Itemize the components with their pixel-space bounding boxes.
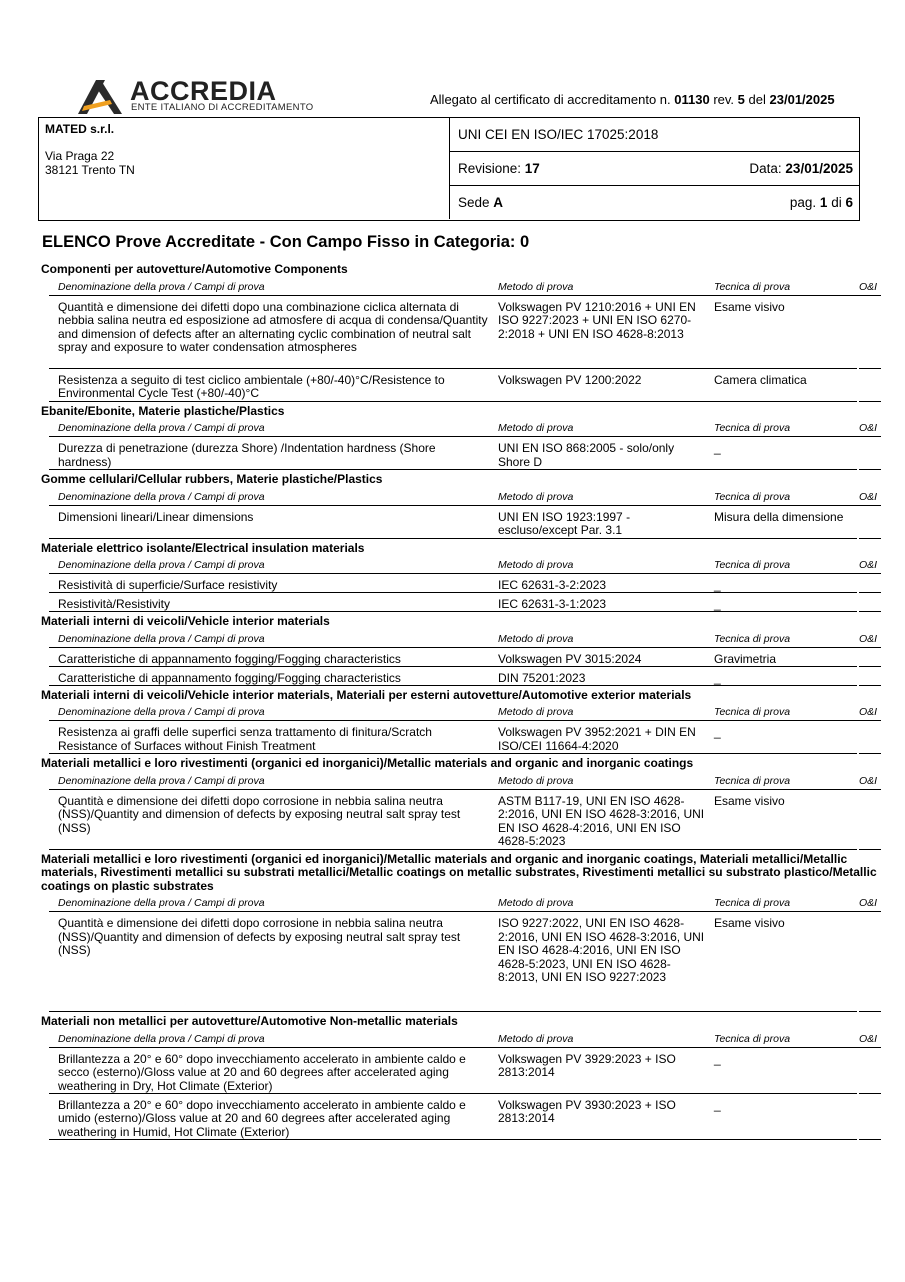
category-heading: Ebanite/Ebonite, Materie plastiche/Plastics [41,403,285,418]
test-technique: Gravimetria [714,651,777,666]
table-row [49,437,881,470]
column-header-name: Denominazione della prova / Campi di prova [58,280,265,293]
column-header-oi: O&I [859,897,878,909]
cert-number: 01130 [674,92,710,107]
date-value: 23/01/2025 [785,161,853,176]
column-header-row [49,279,881,296]
page-current: 1 [819,195,828,210]
test-name: Resistività/Resistivity [58,597,171,611]
test-method: DIN 75201:2023 [498,670,586,685]
column-header-name: Denominazione della prova / Campi di prova [58,632,265,645]
test-technique: _ [714,1097,721,1112]
test-method: Volkswagen PV 1210:2016 + UNI EN ISO 9227:2023 + UNI EN ISO 6270-2:2018 + UNI EN ISO 4628-8:2013 [498,299,696,341]
test-name: Dimensioni lineari/Linear dimensions [58,509,254,524]
column-header-row [49,489,881,506]
test-name: Resistività di superficie/Surface resistivity [58,578,278,592]
category-heading: Materiali interni di veicoli/Vehicle interior materials [41,614,330,628]
column-header-oi: O&I [859,632,878,645]
table-row [49,296,881,369]
sede-value: A [493,195,504,210]
rev-number: 5 [737,92,745,107]
logo-name: ACCREDIA [130,76,277,106]
column-header-method: Metodo di prova [498,422,574,434]
column-header-technique: Tecnica di prova [714,897,791,909]
column-gap [857,593,859,613]
column-gap [857,790,859,851]
column-header-name: Denominazione della prova / Campi di prova [58,490,265,503]
test-method: IEC 62631-3-1:2023 [498,597,607,611]
column-header-row [49,420,881,437]
test-technique: _ [714,1051,721,1066]
revision-cell [450,152,859,186]
test-technique: _ [714,578,721,592]
column-header-method: Metodo di prova [498,897,574,909]
test-technique: Esame visivo [714,299,785,314]
column-header-method: Metodo di prova [498,559,574,571]
column-gap [857,648,859,668]
column-header-oi: O&I [859,774,878,787]
cert-date: 23/01/2025 [769,92,835,107]
company-block [39,118,450,219]
column-gap [857,369,859,403]
test-method: Volkswagen PV 3952:2021 + DIN EN ISO/CEI 11664-4:2020 [498,725,696,753]
test-technique: Camera climatica [714,372,807,387]
column-header-oi: O&I [859,280,878,293]
test-technique: Esame visivo [714,916,785,930]
test-method: Volkswagen PV 3930:2023 + ISO 2813:2014 [498,1097,676,1125]
column-gap [857,667,859,687]
category-heading: Materiali metallici e loro rivestimenti (organici ed inorganici)/Metallic materials and organic and inorganic coatings, Materiali metallici/Metallic materials, Rivestimenti metallici su substrati metallici/Metallic coatings on metallic substrates, Rivestimenti metallici su substrato plastico/Metallic coatings on plastic substrates [41,851,877,893]
table-row [49,369,881,402]
column-header-technique: Tecnica di prova [714,280,791,293]
column-header-method: Metodo di prova [498,774,574,787]
category-heading: Materiali metallici e loro rivestimenti (organici ed inorganici)/Metallic materials and organic and inorganic coatings [41,756,694,770]
column-header-oi: O&I [859,559,878,571]
sede [458,195,503,210]
test-method: UNI EN ISO 868:2005 - solo/only Shore D [498,441,675,469]
column-header-technique: Tecnica di prova [714,632,791,645]
column-header-method: Metodo di prova [498,280,574,293]
category-heading: Materiali interni di veicoli/Vehicle interior materials, Materiali per esterni autovetture/Automotive exterior materials [41,687,692,702]
column-header-name: Denominazione della prova / Campi di prova [58,706,265,718]
address-line-1: Via Praga 22 [45,149,115,163]
header-box [38,117,860,221]
page-total: 6 [845,195,853,210]
column-gap [857,437,859,471]
column-header-technique: Tecnica di prova [714,774,791,787]
revision [458,161,540,176]
test-name: Brillantezza a 20° e 60° dopo invecchiamento accelerato in ambiente caldo e umido (esterno)/Gloss value at 20 and 60 degrees after accelerated aging weathering in Humid, Hot Climate (Exterior) [58,1097,466,1139]
column-gap [857,912,859,1013]
column-gap [857,721,859,755]
column-header-name: Denominazione della prova / Campi di prova [58,422,265,434]
category-heading: Componenti per autovetture/Automotive Components [41,262,348,276]
category-heading: Materiale elettrico isolante/Electrical insulation materials [41,540,365,555]
allegato-prefix: Allegato al certificato di accreditamento n. [430,92,671,107]
accredited-tests-list [41,260,881,1140]
test-method: UNI EN ISO 1923:1997 - escluso/except Par. 3.1 [498,509,631,537]
test-method: IEC 62631-3-2:2023 [498,578,607,592]
table-row [49,1094,881,1140]
column-header-row [49,631,881,648]
test-name: Resistenza a seguito di test ciclico ambientale (+80/-40)°C/Resistence to Environmental Cycle Test (+80/-40)°C [58,372,445,400]
column-gap [857,574,859,594]
column-header-row [49,773,881,790]
accredia-logo [78,78,318,118]
column-header-row [49,895,881,912]
standard: UNI CEI EN ISO/IEC 17025:2018 [458,127,659,142]
column-header-oi: O&I [859,1032,878,1045]
column-header-name: Denominazione della prova / Campi di prova [58,774,265,787]
column-header-technique: Tecnica di prova [714,559,791,571]
rev-label: rev. [713,92,735,107]
column-header-row [49,1031,881,1048]
test-name: Quantità e dimensione dei difetti dopo corrosione in nebbia salina neutra (NSS)/Quantity and dimension of defects by exposing neutral salt spray test (NSS) [58,916,461,957]
table-row [49,574,881,593]
logo-tagline: ENTE ITALIANO DI ACCREDITAMENTO [131,102,314,113]
column-gap [857,506,859,540]
page-of: di [831,195,842,210]
column-header-oi: O&I [859,490,878,503]
table-row [49,912,881,1012]
column-header-name: Denominazione della prova / Campi di prova [58,559,265,571]
table-row [49,593,881,612]
column-header-row [49,704,881,721]
column-header-row [49,557,881,574]
test-name: Quantità e dimensione dei difetti dopo corrosione in nebbia salina neutra (NSS)/Quantity and dimension of defects by exposing neutral salt spray test (NSS) [58,793,461,835]
column-header-technique: Tecnica di prova [714,490,791,503]
page-label: pag. [789,195,817,210]
test-technique: _ [714,597,721,611]
category-heading: Materiali non metallici per autovetture/Automotive Non-metallic materials [41,1014,458,1028]
accredia-logo-mark [78,78,124,114]
test-name: Brillantezza a 20° e 60° dopo invecchiamento accelerato in ambiente caldo e secco (esterno)/Gloss value at 20 and 60 degrees after accelerated aging weathering in Dry, Hot Climate (Exterior) [58,1051,466,1093]
test-method: Volkswagen PV 3929:2023 + ISO 2813:2014 [498,1051,676,1079]
column-header-method: Metodo di prova [498,632,574,645]
revision-label: Revisione: [458,161,522,176]
column-gap [857,1048,859,1095]
column-header-method: Metodo di prova [498,706,574,718]
test-name: Durezza di penetrazione (durezza Shore) /Indentation hardness (Shore hardness) [58,441,436,469]
test-name: Caratteristiche di appannamento fogging/Fogging characteristics [58,670,401,685]
column-header-oi: O&I [859,422,878,434]
category-heading: Gomme cellulari/Cellular rubbers, Materie plastiche/Plastics [41,472,383,486]
column-header-method: Metodo di prova [498,1032,574,1045]
date [749,161,853,176]
page-title: ELENCO Prove Accreditate - Con Campo Fisso in Categoria: 0 [42,233,530,251]
table-row [49,648,881,667]
test-method: ISO 9227:2022, UNI EN ISO 4628-2:2016, UNI EN ISO 4628-3:2016, UNI EN ISO 4628-4:2016, UNI EN ISO 4628-5:2023, UNI EN ISO 4628-8:2013, UNI EN ISO 9227:2023 [498,916,705,984]
test-method: ASTM B117-19, UNI EN ISO 4628-2:2016, UNI EN ISO 4628-3:2016, UNI EN ISO 4628-4:2016, UNI EN ISO 4628-5:2023 [498,793,705,848]
column-header-technique: Tecnica di prova [714,1032,791,1045]
standard-cell [450,118,859,152]
test-name: Caratteristiche di appannamento fogging/Fogging characteristics [58,651,401,666]
test-name: Resistenza ai graffi delle superfici senza trattamento di finitura/Scratch Resistance of Surfaces without Finish Treatment [58,725,432,753]
page-indicator [790,195,853,210]
table-row [49,1048,881,1094]
sede-cell [450,186,859,219]
address-line-2: 38121 Trento TN [45,163,135,177]
revision-value: 17 [524,161,540,176]
test-method: Volkswagen PV 3015:2024 [498,651,642,666]
company-name: MATED s.r.l. [45,122,115,136]
test-name: Quantità e dimensione dei difetti dopo una combinazione ciclica alternata di nebbia salina neutra ed esposizione ad atmosfere di acqua di condensa/Quantity and dimension of defects after an alternating cyclic combination of neutral salt spray and exposure to water condensation atmospheres [58,299,488,354]
table-row [49,506,881,539]
table-row [49,667,881,686]
table-row [49,721,881,754]
test-technique: Misura della dimensione [714,509,844,524]
column-header-name: Denominazione della prova / Campi di prova [58,1032,265,1045]
sede-label: Sede [458,195,490,210]
test-method: Volkswagen PV 1200:2022 [498,372,642,387]
column-header-oi: O&I [859,706,878,718]
del-label: del [748,92,766,107]
column-gap [857,296,859,370]
test-technique: _ [714,441,721,455]
certificate-reference [430,92,835,107]
test-technique: _ [714,670,721,685]
column-gap [857,1094,859,1141]
column-header-technique: Tecnica di prova [714,706,791,718]
table-row [49,790,881,850]
column-header-method: Metodo di prova [498,490,574,503]
column-header-name: Denominazione della prova / Campi di prova [58,897,265,909]
test-technique: Esame visivo [714,793,785,808]
column-header-technique: Tecnica di prova [714,422,791,434]
date-label: Data: [749,161,782,176]
test-technique: _ [714,725,721,739]
